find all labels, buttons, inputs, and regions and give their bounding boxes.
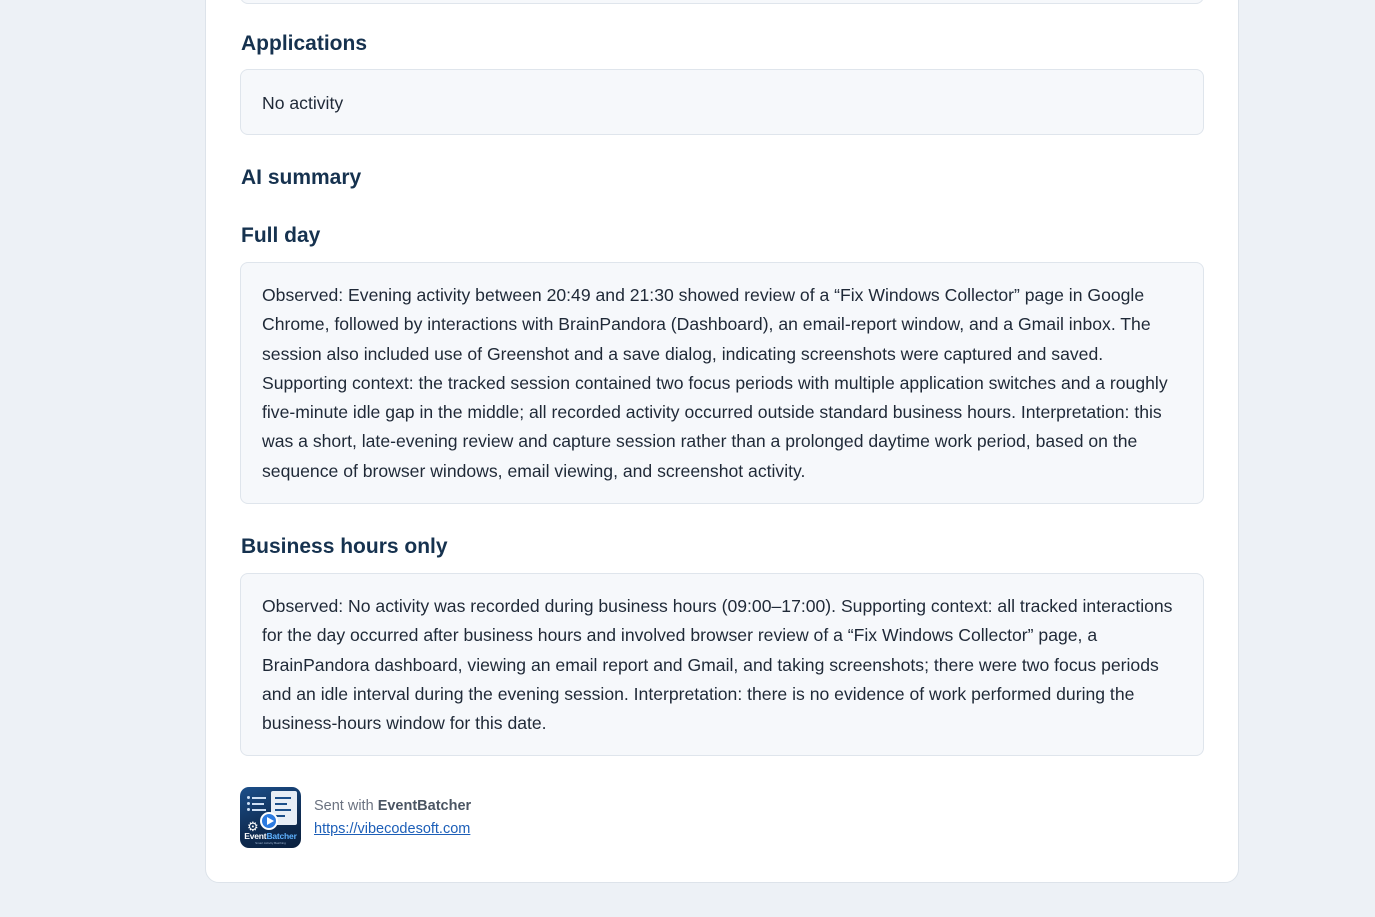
applications-content: No activity [262, 93, 344, 113]
eventbatcher-logo-icon [240, 787, 301, 848]
logo-tagline: Smart Activity Batching [255, 841, 286, 845]
ai-summary-heading: AI summary [241, 166, 362, 189]
logo-wordmark: EventBatcher [244, 831, 297, 841]
previous-section-box [240, 0, 1204, 4]
sent-with-label: Sent with [314, 797, 374, 814]
full-day-heading: Full day [241, 224, 321, 247]
footer [240, 787, 471, 848]
business-hours-heading: Business hours only [241, 535, 448, 558]
footer-text [314, 795, 471, 841]
website-link[interactable]: https://vibecodesoft.com [314, 820, 471, 837]
business-hours-box [240, 573, 1204, 756]
applications-box [240, 69, 1204, 135]
gear-icon: ⚙ [247, 819, 259, 834]
applications-heading: Applications [241, 32, 368, 55]
brand-name: EventBatcher [377, 797, 472, 814]
business-hours-content: Observed: No activity was recorded during business hours (09:00–17:00). Supporting context: all tracked interactions for the day occurred after business hours and involved browser review of a “Fix Windows Collector” page, a BrainPandora dashboard, viewing an email report and Gmail, and taking screenshots; there were two focus periods and an idle interval during the evening session. Interpretation: there is no evidence of work performed during the business-hours window for this date. [262, 596, 1173, 734]
full-day-content: Observed: Evening activity between 20:49 and 21:30 showed review of a “Fix Windows Collector” page in Google Chrome, followed by interactions with BrainPandora (Dashboard), an email-report window, and a Gmail inbox. The session also included use of Greenshot and a save dialog, indicating screenshots were captured and saved. Supporting context: the tracked session contained two focus periods with multiple application switches and a roughly five-minute idle gap in the middle; all recorded activity occurred outside standard business hours. Interpretation: this was a short, late-evening review and capture session rather than a prolonged daytime work period, based on the sequence of browser windows, email viewing, and screenshot activity. [262, 285, 1168, 481]
sent-with-line [314, 795, 471, 818]
play-icon [260, 812, 278, 830]
full-day-box [240, 262, 1204, 504]
